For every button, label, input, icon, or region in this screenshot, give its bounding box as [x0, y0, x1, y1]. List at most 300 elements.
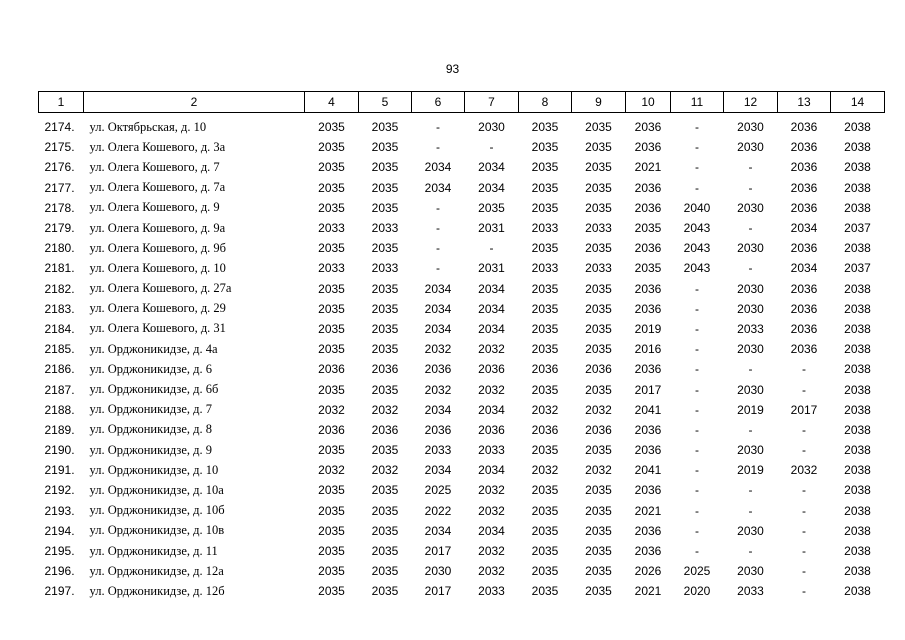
year-cell: - [802, 443, 806, 458]
row-number: 2189. [44, 422, 75, 437]
year-cell: - [436, 261, 440, 276]
year-cell: 2035 [531, 382, 559, 397]
year-cell: 2036 [634, 443, 662, 458]
year-cell: 2035 [371, 200, 399, 215]
year-cell: 2038 [844, 200, 871, 215]
year-cell: - [695, 463, 699, 478]
row-number: 2187. [44, 382, 75, 397]
year-cell: 2043 [683, 261, 711, 276]
year-cell: - [489, 241, 494, 256]
row-number: 2195. [44, 544, 75, 559]
year-cell: 2032 [424, 342, 452, 357]
year-cell: 2037 [844, 261, 871, 276]
year-cell: 2032 [478, 382, 505, 397]
row-number: 2177. [44, 180, 75, 195]
year-cell: 2034 [478, 402, 505, 417]
year-cell: 2032 [478, 342, 505, 357]
year-cell: 2035 [371, 523, 399, 538]
year-cell: 2035 [585, 544, 612, 559]
year-cell: - [802, 544, 806, 559]
row-number: 2181. [44, 261, 75, 276]
schedule-table [38, 91, 885, 602]
year-cell: 2036 [790, 160, 818, 175]
year-cell: 2033 [424, 443, 452, 458]
table-header [39, 92, 885, 113]
table-row [39, 319, 885, 339]
year-cell: 2035 [318, 483, 345, 498]
year-cell: 2038 [844, 382, 871, 397]
year-cell: 2035 [371, 382, 399, 397]
year-cell: 2034 [478, 523, 505, 538]
year-cell: 2036 [790, 200, 818, 215]
year-cell: 2019 [634, 321, 662, 336]
header-cell: 1 [39, 92, 84, 113]
year-cell: 2034 [478, 321, 505, 336]
year-cell: 2026 [634, 564, 662, 579]
header-cell: 11 [671, 92, 724, 113]
year-cell: - [695, 140, 699, 155]
year-cell: - [436, 221, 440, 236]
year-cell: 2035 [318, 584, 345, 599]
year-cell: 2035 [531, 281, 559, 296]
year-cell: - [748, 503, 753, 518]
year-cell: - [748, 483, 753, 498]
year-cell: 2035 [371, 281, 399, 296]
year-cell: 2017 [634, 382, 662, 397]
table-row [39, 339, 885, 359]
year-cell: 2035 [585, 342, 612, 357]
row-number: 2190. [44, 443, 75, 458]
table-row [39, 157, 885, 177]
year-cell: 2036 [424, 362, 452, 377]
year-cell: 2036 [318, 362, 345, 377]
year-cell: 2035 [318, 160, 345, 175]
year-cell: 2032 [790, 463, 818, 478]
year-cell: 2033 [371, 221, 399, 236]
address-cell: ул. Олега Кошевого, д. 7а [89, 180, 226, 195]
year-cell: 2038 [844, 402, 871, 417]
address-cell: ул. Олега Кошевого, д. 29 [89, 301, 226, 316]
year-cell: 2035 [318, 120, 345, 135]
year-cell: 2036 [531, 362, 559, 377]
year-cell: - [695, 342, 699, 357]
year-cell: 2038 [844, 140, 871, 155]
year-cell: 2036 [790, 120, 818, 135]
year-cell: - [489, 140, 494, 155]
year-cell: 2035 [371, 342, 399, 357]
year-cell: 2035 [371, 160, 399, 175]
year-cell: 2035 [318, 503, 345, 518]
year-cell: 2033 [585, 261, 612, 276]
year-cell: 2036 [634, 120, 662, 135]
year-cell: - [748, 362, 753, 377]
year-cell: 2035 [318, 523, 345, 538]
year-cell: 2035 [318, 140, 345, 155]
year-cell: 2033 [737, 584, 764, 599]
year-cell: 2019 [737, 402, 764, 417]
year-cell: - [695, 120, 699, 135]
table-row [39, 238, 885, 258]
year-cell: 2034 [424, 301, 452, 316]
year-cell: 2035 [585, 140, 612, 155]
year-cell: 2038 [844, 503, 871, 518]
year-cell: 2033 [478, 443, 505, 458]
year-cell: - [802, 483, 806, 498]
year-cell: 2032 [371, 463, 399, 478]
year-cell: 2036 [790, 140, 818, 155]
year-cell: 2033 [478, 584, 505, 599]
year-cell: 2035 [371, 544, 399, 559]
year-cell: 2035 [371, 120, 399, 135]
year-cell: 2021 [634, 584, 662, 599]
row-number: 2196. [44, 564, 75, 579]
year-cell: 2030 [737, 140, 764, 155]
year-cell: 2038 [844, 483, 871, 498]
header-cell: 9 [572, 92, 626, 113]
year-cell: 2036 [634, 544, 662, 559]
table-row [39, 501, 885, 521]
year-cell: - [748, 180, 753, 195]
year-cell: 2032 [478, 503, 505, 518]
address-cell: ул. Орджоникидзе, д. 6 [89, 361, 212, 376]
year-cell: - [436, 200, 440, 215]
year-cell: 2035 [478, 200, 505, 215]
year-cell: 2034 [424, 321, 452, 336]
year-cell: 2038 [844, 422, 871, 437]
year-cell: - [802, 584, 806, 599]
year-cell: 2036 [634, 301, 662, 316]
year-cell: - [695, 160, 699, 175]
year-cell: 2035 [585, 564, 612, 579]
year-cell: 2030 [737, 382, 764, 397]
address-cell: ул. Олега Кошевого, д. 3а [89, 139, 226, 154]
year-cell: 2017 [424, 544, 452, 559]
year-cell: 2038 [844, 523, 871, 538]
year-cell: 2035 [585, 200, 612, 215]
year-cell: 2035 [531, 483, 559, 498]
table-row [39, 178, 885, 198]
year-cell: 2035 [531, 301, 559, 316]
year-cell: 2030 [737, 200, 764, 215]
year-cell: - [748, 544, 753, 559]
table-row [39, 581, 885, 601]
year-cell: 2043 [683, 221, 711, 236]
year-cell: - [695, 483, 699, 498]
year-cell: 2041 [634, 402, 662, 417]
year-cell: 2036 [478, 422, 505, 437]
year-cell: 2035 [371, 443, 399, 458]
year-cell: - [695, 402, 699, 417]
row-number: 2188. [44, 402, 75, 417]
year-cell: - [802, 422, 806, 437]
year-cell: 2030 [478, 120, 505, 135]
year-cell: 2035 [531, 140, 559, 155]
header-row [39, 92, 885, 113]
year-cell: 2035 [585, 281, 612, 296]
year-cell: 2036 [424, 422, 452, 437]
year-cell: 2035 [371, 301, 399, 316]
address-cell: ул. Олега Кошевого, д. 7 [89, 159, 220, 174]
table-row [39, 198, 885, 218]
year-cell: - [695, 301, 699, 316]
year-cell: 2035 [318, 443, 345, 458]
year-cell: 2017 [424, 584, 452, 599]
year-cell: 2035 [531, 321, 559, 336]
year-cell: 2030 [737, 523, 764, 538]
row-number: 2183. [44, 301, 75, 316]
year-cell: 2030 [737, 564, 764, 579]
year-cell: 2036 [478, 362, 505, 377]
year-cell: 2035 [371, 140, 399, 155]
year-cell: 2036 [634, 281, 662, 296]
address-cell: ул. Орджоникидзе, д. 10в [89, 523, 225, 538]
year-cell: 2035 [585, 443, 612, 458]
address-cell: ул. Орджоникидзе, д. 9 [89, 442, 212, 457]
year-cell: - [695, 362, 699, 377]
year-cell: - [695, 422, 699, 437]
year-cell: 2034 [478, 281, 505, 296]
year-cell: 2038 [844, 321, 871, 336]
year-cell: 2035 [531, 241, 559, 256]
row-number: 2194. [44, 523, 75, 538]
year-cell: - [695, 544, 699, 559]
table-row [39, 480, 885, 500]
year-cell: 2030 [737, 241, 764, 256]
table-row [39, 258, 885, 278]
year-cell: 2035 [318, 342, 345, 357]
year-cell: 2033 [585, 221, 612, 236]
year-cell: 2035 [531, 503, 559, 518]
year-cell: 2033 [318, 261, 345, 276]
address-cell: ул. Олега Кошевого, д. 27а [89, 281, 232, 296]
year-cell: 2036 [634, 180, 662, 195]
year-cell: 2035 [585, 584, 612, 599]
year-cell: 2022 [424, 503, 452, 518]
year-cell: 2036 [531, 422, 559, 437]
row-number: 2185. [44, 342, 75, 357]
row-number: 2182. [44, 281, 75, 296]
year-cell: 2034 [424, 523, 452, 538]
year-cell: 2035 [371, 180, 399, 195]
year-cell: 2030 [737, 301, 764, 316]
year-cell: 2025 [424, 483, 452, 498]
table-row [39, 279, 885, 299]
year-cell: 2035 [531, 160, 559, 175]
year-cell: 2035 [585, 241, 612, 256]
year-cell: 2035 [318, 241, 345, 256]
header-cell: 14 [831, 92, 885, 113]
year-cell: - [802, 564, 806, 579]
year-cell: 2035 [634, 221, 662, 236]
header-cell: 4 [305, 92, 359, 113]
year-cell: 2033 [531, 221, 559, 236]
year-cell: 2034 [424, 402, 452, 417]
year-cell: 2035 [531, 584, 559, 599]
year-cell: 2033 [318, 221, 345, 236]
year-cell: 2032 [424, 382, 452, 397]
year-cell: 2036 [371, 362, 399, 377]
year-cell: 2035 [585, 301, 612, 316]
year-cell: 2035 [318, 321, 345, 336]
row-number: 2178. [44, 200, 75, 215]
year-cell: 2032 [478, 544, 505, 559]
year-cell: 2036 [790, 180, 818, 195]
year-cell: - [748, 422, 753, 437]
year-cell: 2030 [737, 342, 764, 357]
year-cell: 2032 [371, 402, 399, 417]
year-cell: 2036 [585, 422, 612, 437]
year-cell: 2035 [318, 544, 345, 559]
year-cell: 2035 [371, 321, 399, 336]
year-cell: 2036 [790, 321, 818, 336]
year-cell: 2035 [585, 382, 612, 397]
year-cell: 2038 [844, 544, 871, 559]
row-number: 2192. [44, 483, 75, 498]
row-number: 2186. [44, 362, 75, 377]
year-cell: 2031 [478, 261, 505, 276]
year-cell: 2035 [371, 241, 399, 256]
year-cell: 2035 [585, 180, 612, 195]
year-cell: 2035 [531, 120, 559, 135]
year-cell: - [802, 503, 806, 518]
address-cell: ул. Орджоникидзе, д. 12а [89, 563, 224, 578]
year-cell: 2032 [318, 402, 345, 417]
row-number: 2193. [44, 503, 75, 518]
year-cell: 2038 [844, 443, 871, 458]
year-cell: 2038 [844, 120, 871, 135]
year-cell: 2035 [318, 564, 345, 579]
year-cell: 2030 [424, 564, 452, 579]
table-row [39, 460, 885, 480]
year-cell: 2035 [371, 503, 399, 518]
year-cell: 2036 [585, 362, 612, 377]
year-cell: 2035 [371, 564, 399, 579]
address-cell: ул. Орджоникидзе, д. 10б [89, 503, 225, 518]
year-cell: 2035 [531, 200, 559, 215]
year-cell: 2032 [531, 402, 559, 417]
header-cell: 2 [84, 92, 305, 113]
row-number: 2180. [44, 241, 75, 256]
year-cell: - [695, 523, 699, 538]
year-cell: 2034 [424, 463, 452, 478]
year-cell: 2036 [790, 241, 818, 256]
year-cell: - [802, 362, 806, 377]
year-cell: 2032 [478, 483, 505, 498]
year-cell: 2038 [844, 463, 871, 478]
year-cell: 2034 [478, 463, 505, 478]
address-cell: ул. Орджоникидзе, д. 10а [89, 482, 224, 497]
year-cell: 2016 [634, 342, 662, 357]
page-number: 93 [445, 62, 460, 76]
year-cell: 2038 [844, 160, 871, 175]
year-cell: 2030 [737, 120, 764, 135]
year-cell: - [748, 261, 753, 276]
year-cell: 2035 [585, 483, 612, 498]
table-row [39, 379, 885, 399]
year-cell: - [802, 382, 806, 397]
year-cell: 2034 [424, 281, 452, 296]
year-cell: 2035 [531, 180, 559, 195]
year-cell: 2032 [585, 463, 612, 478]
year-cell: 2033 [371, 261, 399, 276]
year-cell: 2035 [531, 564, 559, 579]
address-cell: ул. Орджоникидзе, д. 11 [89, 543, 218, 558]
year-cell: 2032 [585, 402, 612, 417]
year-cell: 2019 [737, 463, 764, 478]
header-cell: 13 [778, 92, 831, 113]
year-cell: 2020 [683, 584, 711, 599]
year-cell: - [695, 321, 699, 336]
year-cell: 2037 [844, 221, 871, 236]
year-cell: 2036 [790, 281, 818, 296]
header-cell: 6 [412, 92, 465, 113]
year-cell: - [748, 221, 753, 236]
header-cell: 7 [465, 92, 519, 113]
address-cell: ул. Олега Кошевого, д. 31 [89, 321, 226, 336]
year-cell: 2036 [790, 342, 818, 357]
year-cell: 2035 [531, 342, 559, 357]
year-cell: 2033 [531, 261, 559, 276]
address-cell: ул. Олега Кошевого, д. 9а [89, 220, 226, 235]
year-cell: - [695, 443, 699, 458]
year-cell: 2036 [790, 301, 818, 316]
table-row [39, 561, 885, 581]
year-cell: 2021 [634, 160, 662, 175]
address-cell: ул. Олега Кошевого, д. 9б [89, 240, 227, 255]
year-cell: 2035 [318, 180, 345, 195]
table-row [39, 113, 885, 138]
year-cell: 2033 [737, 321, 764, 336]
year-cell: - [436, 120, 440, 135]
year-cell: 2035 [318, 281, 345, 296]
year-cell: 2036 [634, 241, 662, 256]
year-cell: 2034 [790, 221, 818, 236]
table-body [39, 113, 885, 602]
row-number: 2197. [44, 584, 75, 599]
header-cell: 10 [626, 92, 671, 113]
year-cell: 2036 [634, 140, 662, 155]
address-cell: ул. Орджоникидзе, д. 6б [89, 382, 219, 397]
year-cell: 2038 [844, 241, 871, 256]
year-cell: 2038 [844, 584, 871, 599]
year-cell: 2036 [371, 422, 399, 437]
year-cell: 2035 [585, 321, 612, 336]
row-number: 2176. [44, 160, 75, 175]
year-cell: 2034 [478, 160, 505, 175]
table-row [39, 521, 885, 541]
row-number: 2174. [44, 120, 75, 135]
address-cell: ул. Олега Кошевого, д. 10 [89, 260, 226, 275]
table-row [39, 541, 885, 561]
year-cell: - [695, 281, 699, 296]
year-cell: 2038 [844, 564, 871, 579]
year-cell: 2038 [844, 301, 871, 316]
year-cell: 2035 [585, 120, 612, 135]
year-cell: - [802, 523, 806, 538]
year-cell: 2025 [683, 564, 711, 579]
year-cell: 2036 [634, 483, 662, 498]
year-cell: 2038 [844, 342, 871, 357]
year-cell: 2036 [318, 422, 345, 437]
year-cell: - [695, 180, 699, 195]
year-cell: 2035 [585, 160, 612, 175]
address-cell: ул. Орджоникидзе, д. 7 [89, 402, 212, 417]
year-cell: 2035 [318, 200, 345, 215]
year-cell: 2036 [634, 200, 662, 215]
year-cell: 2035 [531, 523, 559, 538]
address-cell: ул. Орджоникидзе, д. 4а [89, 341, 218, 356]
year-cell: 2034 [790, 261, 818, 276]
